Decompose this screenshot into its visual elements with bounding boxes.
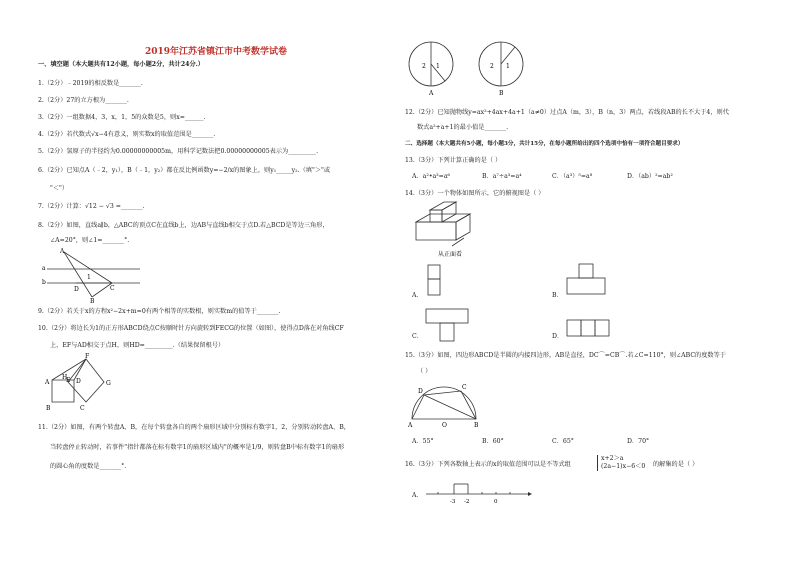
label-c: C: [110, 285, 115, 292]
q15-option-c: C．65°: [552, 438, 574, 445]
q15-option-d: D．70°: [627, 438, 650, 445]
question-10-cont: 上，EF与AD相交于点H，则HD=_________.（结果保留根号）: [50, 342, 225, 349]
disk-b-1: 1: [506, 63, 510, 70]
inequality-system: [597, 455, 645, 471]
spinner-figures: [405, 38, 535, 96]
tick-0: 0: [494, 499, 498, 505]
question-7: 7.（2分）计算：√12 − √3 =_______.: [38, 203, 145, 210]
tick-neg2: -2: [464, 499, 470, 505]
inequality-1: x+2＞a: [601, 455, 624, 462]
q13-option-d: D．（ab）²=ab²: [627, 173, 673, 180]
label-a: A: [45, 379, 50, 386]
q15-option-a: A．55°: [412, 438, 434, 445]
q14-figure-b: [565, 262, 615, 298]
disk-a-label: A: [429, 90, 434, 96]
question-13: 13.（3分）下列计算正确的是（ ）: [405, 157, 502, 164]
question-16-end: 的解集的是（ ）: [653, 461, 699, 468]
q14-figure-d: [565, 318, 615, 342]
figure-15: [406, 377, 486, 429]
question-3: 3.（2分）一组数据4，3，x，1，5的众数是5，则x=______.: [38, 114, 206, 121]
label-a: A: [408, 422, 413, 429]
inequality-2: (2a−1)x−6＜0: [601, 463, 646, 470]
label-a-line: a: [42, 265, 46, 272]
q14-option-d: D．: [552, 333, 564, 340]
question-12: 12.（2分）已知抛物线y=ax²+4ax+4a+1（a≠0）过点A（m，3），B（n，3）两点，若线段AB的长不大于4，则代: [405, 109, 729, 116]
q14-figure-a: [424, 263, 454, 299]
question-14: 14.（3分）一个物体如图所示，它的俯视图是（ ）: [405, 190, 545, 197]
label-o: O: [442, 422, 447, 429]
label-g: G: [106, 380, 111, 387]
number-line: [424, 480, 534, 508]
label-d: D: [76, 378, 81, 385]
q14-option-b: B．: [552, 292, 563, 299]
question-16: 16.（3分）下列各数轴上表示的x的取值范围可以是不等式组: [405, 461, 571, 468]
q14-option-a: A．: [412, 292, 423, 299]
q13-option-c: C．（a³）⁵=a⁸: [552, 173, 593, 180]
disk-a-1: 1: [436, 63, 440, 70]
question-15-cont: （ ）: [417, 368, 432, 375]
figure-14-solid: [408, 200, 498, 260]
label-e: E: [66, 377, 71, 384]
label-c: C: [462, 384, 467, 391]
question-12-cont: 数式a²+a+1的最小值是_______.: [417, 124, 509, 131]
question-11-end: 的圆心角的度数是_______°.: [50, 463, 127, 470]
figure-8: [42, 247, 142, 303]
question-1: 1.（2分）﹣2019的相反数是_______.: [38, 80, 143, 87]
section-choice: 二、选择题（本大题共有5小题，每小题3分，共计15分，在每小题所给出的四个选项中恰有一项符合题目要求）: [405, 141, 684, 147]
q14-figure-c: [424, 307, 474, 345]
disk-b-2: 2: [490, 63, 494, 70]
question-15: 15.（3分）如图，四边形ABCD是半圆的内接四边形，AB是直径，DC⌒=CB⌒.若∠C=110°，则∠ABC的度数等于: [405, 352, 726, 359]
label-d: D: [74, 286, 79, 293]
question-6-cont: "＜"）: [50, 185, 69, 192]
front-view-label: 从正面看: [438, 251, 463, 258]
figure-10: [44, 352, 119, 420]
disk-a-2: 2: [422, 63, 426, 70]
question-11: 11.（2分）如图，有两个转盘A、B，在每个转盘各自的两个扇形区域中分别标有数字1，2，分别转动转盘A、B，: [38, 424, 350, 431]
q16-option-a: A．: [412, 492, 423, 499]
label-c: C: [80, 405, 85, 412]
q13-option-a: A．a²•a³=a⁶: [412, 173, 450, 180]
label-1: 1: [87, 274, 91, 281]
label-b-line: b: [42, 279, 46, 286]
question-5: 5.（2分）氢原子的半径约为0.00000000005m，用科学记数法把0.00000000005表示为_________.: [38, 148, 319, 155]
q15-option-b: B．60°: [482, 438, 504, 445]
q14-option-c: C．: [412, 333, 423, 340]
disk-b-label: B: [499, 90, 504, 96]
q13-option-b: B．a⁷÷a³=a⁴: [482, 173, 522, 180]
label-b: B: [90, 298, 95, 303]
question-2: 2.（2分）27的立方根为_______.: [38, 97, 129, 104]
question-6: 6.（2分）已知点A（﹣2，y₁），B（﹣1，y₂）都在反比例函数y=−2/x的图象上，则y₁_____y₂.（填"＞"或: [38, 167, 331, 174]
label-h: H: [62, 374, 68, 381]
label-d: D: [418, 388, 423, 395]
section-fill-in: 一、填空题（本大题共有12小题，每小题2分，共计24分.）: [38, 61, 204, 68]
tick-neg3: -3: [450, 499, 456, 505]
label-f: F: [85, 353, 90, 360]
question-11-cont: 当转盘停止转动时，若事件"指针都落在标有数字1的扇形区域内"的概率是1/9，则转盘B中标有数字1的扇形: [50, 444, 345, 451]
question-8: 8.（2分）如图，直线a∥b，△ABC的顶点C在直线b上，边AB与直线b相交于点D.若△BCD是等边三角形，: [38, 222, 329, 229]
question-4: 4.（2分）若代数式√x−4有意义，则实数x的取值范围是_______.: [38, 131, 216, 138]
question-8-cont: ∠A=20°，则∠1=_______°.: [50, 237, 130, 244]
question-9: 9.（2分）若关于x的方程x²−2x+m=0有两个相等的实数根，则实数m的值等于_______.: [38, 308, 281, 315]
question-10: 10.（2分）将边长为1的正方形ABCD绕点C按顺时针方向旋转到FECG的位置（如图），使得点D落在对角线CF: [38, 325, 344, 332]
page-title: 2019年江苏省镇江市中考数学试卷: [145, 47, 288, 57]
label-b: B: [46, 405, 51, 412]
label-a: A: [60, 248, 65, 255]
label-b: B: [474, 422, 479, 429]
